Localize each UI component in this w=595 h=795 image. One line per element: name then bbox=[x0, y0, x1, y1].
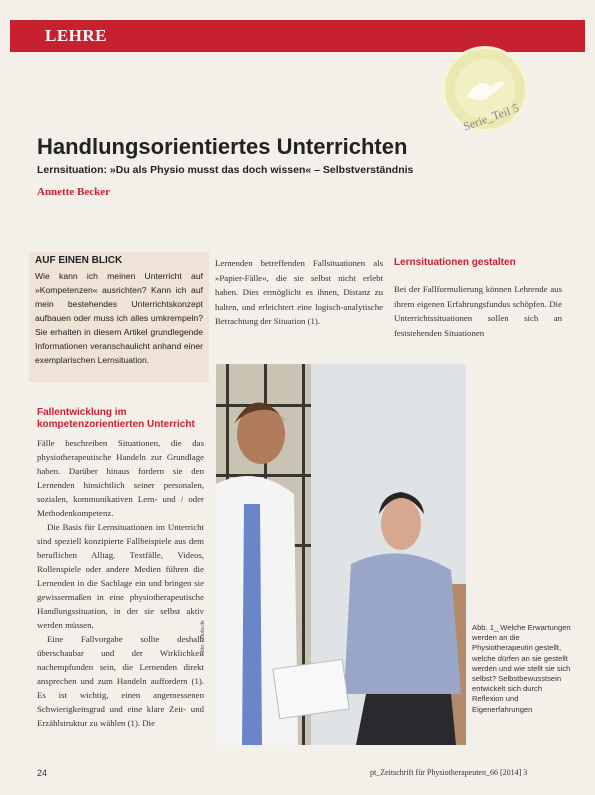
series-label: Serie_Teil 5 bbox=[461, 100, 521, 134]
article-subtitle: Lernsituation: »Du als Physio musst das doch wissen« – Selbstverständnis bbox=[37, 164, 414, 176]
photo-illustration bbox=[216, 364, 466, 745]
column1-text bbox=[37, 436, 204, 730]
column2-text: Lernenden betreffenden Fallsituationen als »Papier-Fälle«, die sie selbst nicht erlebt haben. Dies ermöglicht es ihnen, Distanz zu halten, und erleichtert eine logisch-analytische Betrachtung der Situation (1). bbox=[215, 258, 383, 326]
page-number: 24 bbox=[37, 768, 48, 778]
paragraph: Eine Fallvorgabe sollte deshalb überschaubar und der Wirklichkeit nachempfunden sein, die Lernenden direkt ansprechen und zum Handeln auffordern (1). Es ist wichtig, einen angemessenen Schwierigkeitsgrad und eine klare Zeit- und Erzählstruktur zu wählen (1). Die bbox=[37, 634, 204, 728]
publication-footer: pt_Zeitschrift für Physiotherapeuten_66 [2014] 3 bbox=[370, 768, 528, 777]
article-title: Handlungsorientiertes Unterrichten bbox=[37, 134, 408, 159]
figure-caption: Abb. 1_ Welche Erwartungen werden an die Physiotherapeutin gestellt, welche dürfen an sie gestellt werden und wie stellt sie sich selbst? Selbstbewusstsein entwickelt sich durch Reflexion und Eigenerfahrungen bbox=[472, 623, 571, 714]
section-heading: Fallentwicklung im kompetenzorientierten Unterricht bbox=[37, 407, 195, 430]
at-a-glance-text: Wie kann ich meinen Unterricht auf »Kompetenzen« ausrichten? Kann ich auf mein bestehendes Unterrichtskonzept aufbauen oder muss ich alles umkrempeln? Sie erhalten in diesem Artikel grundlegende Informationen veranschaulicht anhand einer exemplarischen Lernsituation. bbox=[35, 271, 203, 365]
section-label: LEHRE bbox=[45, 26, 108, 45]
column3-heading: Lernsituationen gestalten bbox=[394, 257, 516, 268]
paragraph: Fälle beschreiben Situationen, die das physiotherapeutische Handeln zur Grundlage haben. Darüber hinaus fordern sie den Lernenden hinsichtlich seiner personalen, sozialen, kommunikativen Lern- und / oder Methodenkompetenz. bbox=[37, 438, 204, 518]
paragraph: Die Basis für Lernsituationen im Unterricht sind speziell konzipierte Fallbeispiele aus dem beruflichen Alltag. Textfälle, Videos, Rollenspiele oder andere Medien führen die Lernenden in die Sachlage ein und bringen sie gewissermaßen in eine physiotherapeutische Handlungssituation, in der sie selbst aktiv werden müssen. bbox=[37, 522, 204, 630]
article-photo bbox=[216, 364, 466, 745]
column3-text: Bei der Fallformulierung können Lehrende aus ihrem eigenen Erfahrungsfundus schöpfen. Die Unterrichtssituationen sollen sich an feststehenden Situationen bbox=[394, 284, 562, 338]
at-a-glance-title: AUF EINEN BLICK bbox=[35, 255, 123, 266]
photo-credit: Foto: Fotolia.de bbox=[200, 620, 206, 655]
article-author: Annette Becker bbox=[37, 186, 111, 198]
at-a-glance-box bbox=[29, 252, 209, 382]
section-banner bbox=[10, 20, 585, 52]
